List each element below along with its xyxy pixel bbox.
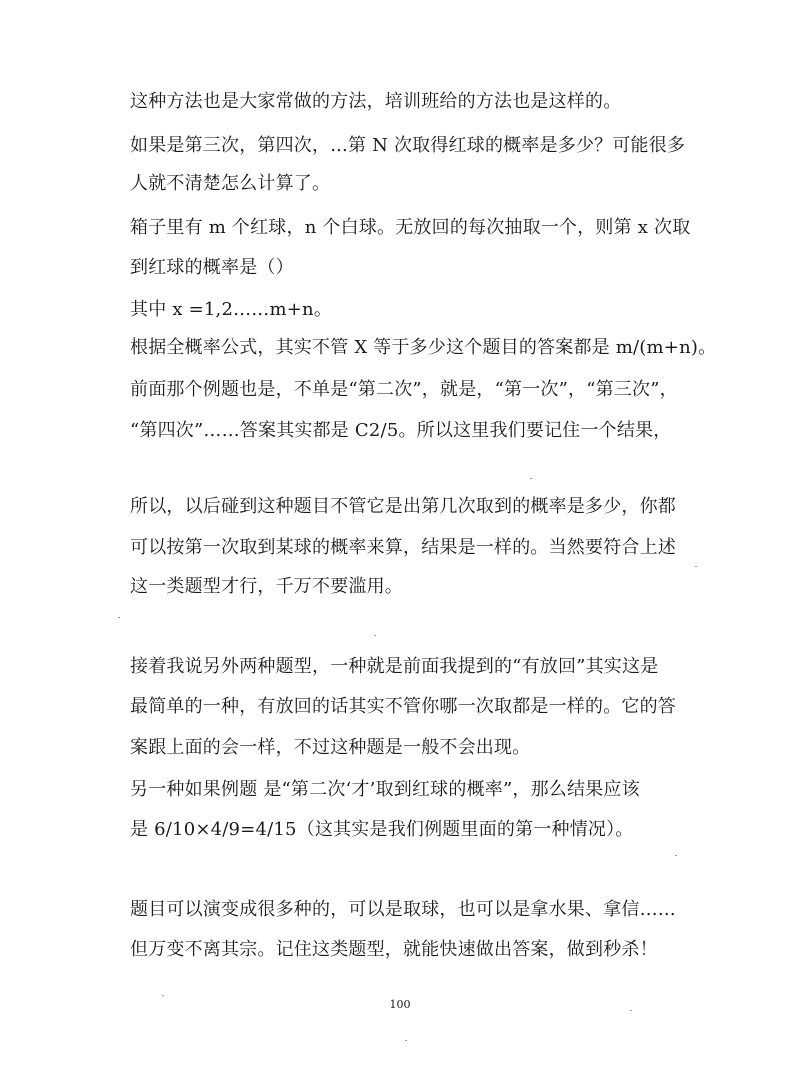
text-line: 可以按第一次取到某球的概率来算，结果是一样的。当然要符合上述 <box>130 537 676 558</box>
scan-speck <box>374 635 376 636</box>
scan-speck <box>695 566 697 567</box>
text-line: 箱子里有 m 个红球，n 个白球。无放回的每次抽取一个，则第 x 次取 <box>130 217 691 238</box>
text-line: 所以，以后碰到这种题目不管它是出第几次取到的概率是多少，你都 <box>130 496 676 517</box>
scan-speck <box>118 617 120 618</box>
scan-speck <box>630 1010 632 1011</box>
scan-speck <box>675 855 677 856</box>
text-line: 最简单的一种，有放回的话其实不管你哪一次取都是一样的。它的答 <box>130 696 676 717</box>
scan-speck <box>405 1040 407 1041</box>
text-line: 另一种如果例题 是“第二次‘才’取到红球的概率”，那么结果应该 <box>130 779 640 800</box>
text-line: 这一类题型才行，千万不要滥用。 <box>130 576 403 597</box>
text-line: 案跟上面的会一样，不过这种题是一般不会出现。 <box>130 737 531 758</box>
text-line: 这种方法也是大家常做的方法，培训班给的方法也是这样的。 <box>130 91 622 112</box>
text-line: 但万变不离其宗。记住这类题型，就能快速做出答案，做到秒杀！ <box>130 939 658 960</box>
text-line: 人就不清楚怎么计算了。 <box>130 173 331 194</box>
text-line: 是 6/10×4/9=4/15（这其实是我们例题里面的第一种情况）。 <box>130 819 634 840</box>
text-line: 如果是第三次，第四次，...第 N 次取得红球的概率是多少？可能很多 <box>130 135 686 156</box>
page-number: 100 <box>389 998 411 1011</box>
text-line: 题目可以演变成很多种的，可以是取球，也可以是拿水果、拿信…… <box>130 899 676 920</box>
text-line: 到红球的概率是（） <box>130 257 294 278</box>
text-line: 其中 x =1,2……m+n。 <box>130 299 333 320</box>
text-line: 前面那个例题也是，不单是“第二次”，就是，“第一次”，“第三次”， <box>130 379 678 400</box>
text-line: 接着我说另外两种题型，一种就是前面我提到的“有放回”其实这是 <box>130 656 659 677</box>
scan-speck <box>530 478 532 479</box>
text-line: “第四次”……答案其实都是 C2/5。所以这里我们要记住一个结果， <box>130 420 672 441</box>
text-line: 根据全概率公式，其实不管 X 等于多少这个题目的答案都是 m/(m+n)。 <box>130 337 717 358</box>
scan-speck <box>162 995 164 996</box>
